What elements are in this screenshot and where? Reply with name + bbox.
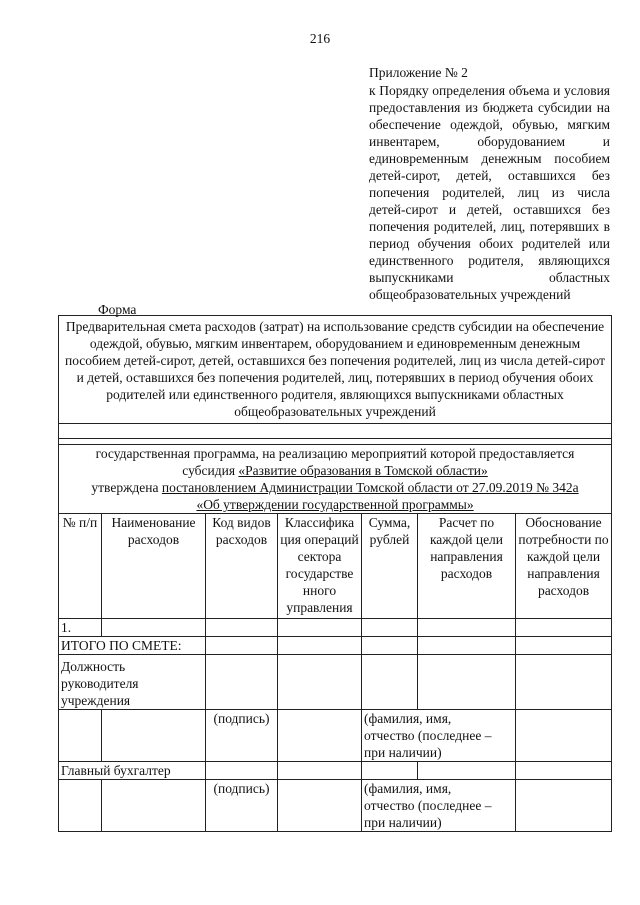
col-sum: Сумма, рублей: [362, 514, 418, 619]
signature-label: (подпись): [206, 710, 278, 762]
total-label: ИТОГО ПО СМЕТЕ:: [59, 637, 206, 655]
program-name: «Развитие образования в Томской области»: [238, 463, 488, 478]
appendix-block: [369, 64, 610, 303]
table-row: [59, 619, 612, 637]
resolution-title: «Об утверждении государственной программы»: [196, 497, 474, 512]
row-number: 1.: [59, 619, 102, 637]
col-expense-code: Код видов расходов: [206, 514, 278, 619]
accountant-signature-row: [59, 780, 612, 832]
head-position-label: Должность руководителя учреждения: [59, 655, 206, 710]
page-number: 216: [309, 31, 331, 46]
estimate-title: Предварительная смета расходов (затрат) на использование средств субсидии на обеспечение одеждой, обувью, мягким инвентарем, оборудованием и единовременным денежным пособием детей-сирот, детей, оставшихся без попечения родителей, лиц из числа детей-сирот и детей, оставшихся без попечения родителей, лиц, потерявших в период обучения обоих родителей или единственного родителя, являющихся выпускниками областных общеобразовательных учреждений: [59, 316, 612, 424]
blank-row: [59, 424, 612, 439]
col-number: № п/п: [59, 514, 102, 619]
col-calculation: Расчет по каждой цели направления расходов: [418, 514, 516, 619]
chief-accountant-row: [59, 762, 612, 780]
appendix-title: Приложение № 2: [369, 65, 468, 80]
approved-prefix: утверждена: [91, 480, 162, 495]
estimate-title-row: [59, 316, 612, 424]
estimate-table: [58, 315, 612, 832]
program-line1: государственная программа, на реализацию мероприятий которой предоставляется: [95, 446, 575, 461]
col-classification: Классифика ция операций сектора государстве нного управления: [278, 514, 362, 619]
head-position-row: [59, 655, 612, 710]
header-row: [59, 514, 612, 619]
form-label: Форма: [98, 302, 137, 317]
chief-accountant-label: Главный бухгалтер: [59, 762, 206, 780]
subsidy-prefix: субсидия: [182, 463, 239, 478]
head-signature-row: [59, 710, 612, 762]
fio-label: (фамилия, имя, отчество (последнее – при наличии): [362, 780, 516, 832]
col-justification: Обоснование потребности по каждой цели направления расходов: [516, 514, 612, 619]
col-expense-name: Наименование расходов: [102, 514, 206, 619]
total-row: [59, 637, 612, 655]
program-block: [59, 445, 612, 514]
signature-label: (подпись): [206, 780, 278, 832]
appendix-text: к Порядку определения объема и условия предоставления из бюджета субсидии на обеспечение одеждой, обувью, мягким инвентарем, оборудованием и единовременным денежным пособием детей-сирот, детей, оставшихся без попечения родителей, лиц из числа детей-сирот и детей, оставшихся без попечения родителей, лиц, потерявших в период обучения обоих родителей или единственного родителя, являющихся выпускниками областных общеобразовательных учреждений: [369, 83, 610, 302]
resolution: постановлением Администрации Томской области от 27.09.2019 № 342а: [161, 480, 579, 495]
program-row: [59, 445, 612, 514]
fio-label: (фамилия, имя, отчество (последнее – при наличии): [362, 710, 516, 762]
